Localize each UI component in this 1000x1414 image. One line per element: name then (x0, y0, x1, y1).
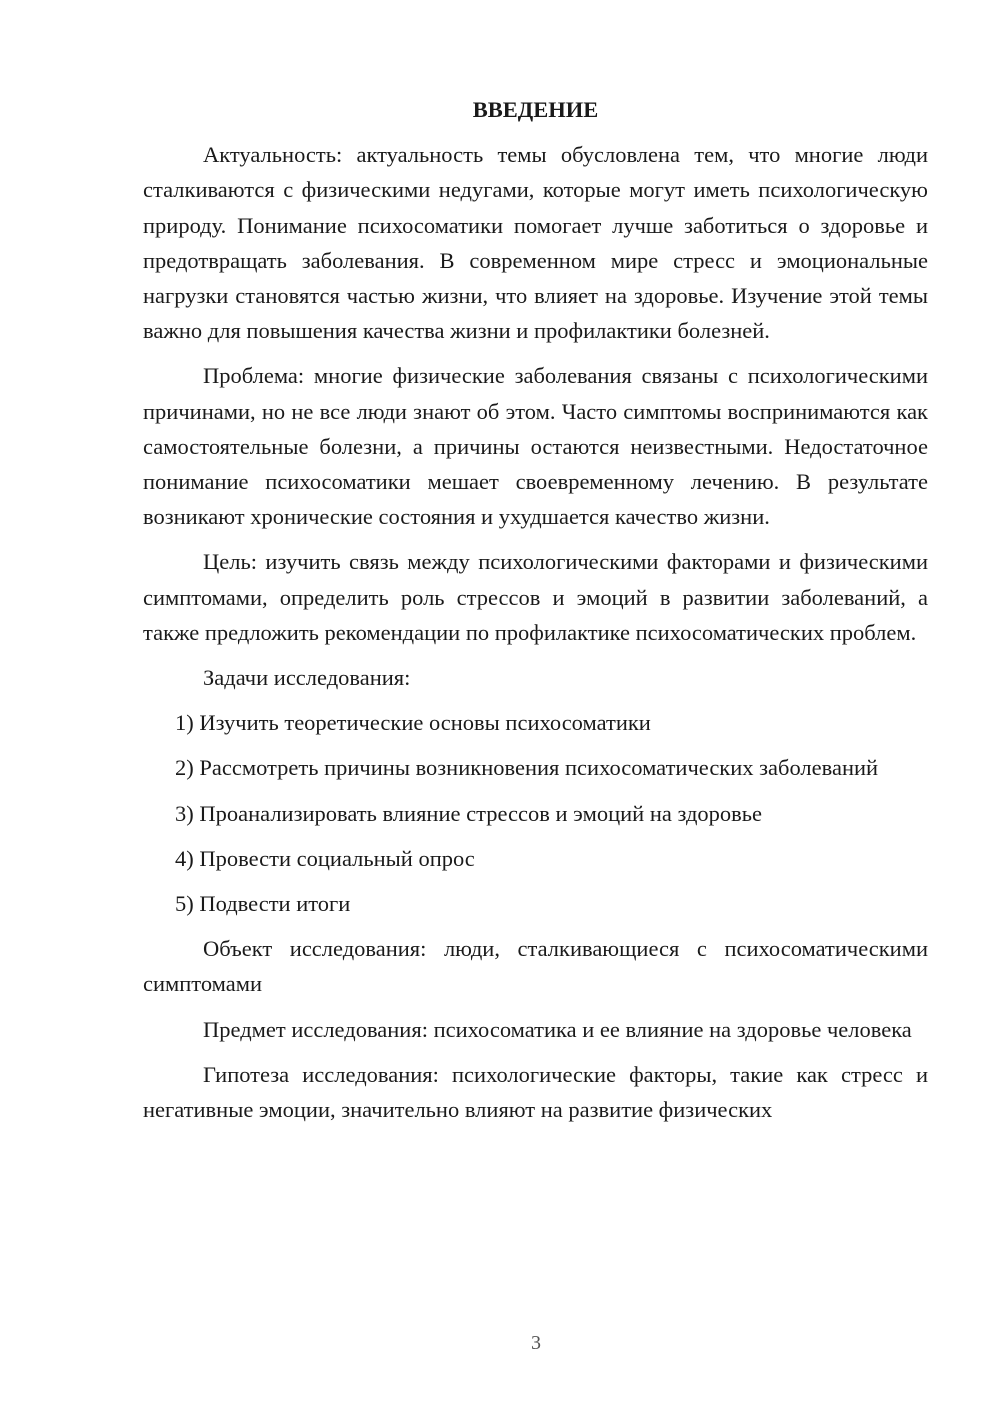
task-item-1: 1) Изучить теоретические основы психосоматики (175, 710, 651, 736)
paragraph-relevance: Актуальность: актуальность темы обусловлена тем, что многие люди сталкиваются с физическими недугами, которые могут иметь психологическую природу. Понимание психосоматики помогает лучше заботиться о здоровье и предотвращать заболевания. В современном мире стресс и эмоциональные нагрузки становятся частью жизни, что влияет на здоровье. Изучение этой темы важно для повышения качества жизни и профилактики болезней. (143, 142, 928, 344)
paragraph-problem: Проблема: многие физические заболевания связаны с психологическими причинами, но не все люди знают об этом. Часто симптомы воспринимаются как самостоятельные болезни, а причины остаются неизвестными. Недостаточное понимание психосоматики мешает своевременному лечению. В результате возникают хронические состояния и ухудшается качество жизни. (143, 363, 928, 530)
task-item-5: 5) Подвести итоги (175, 891, 351, 917)
paragraph-subject: Предмет исследования: психосоматика и ее влияние на здоровье человека (203, 1016, 912, 1042)
paragraph-object: Объект исследования: люди, сталкивающиеся с психосоматическими симптомами (143, 936, 928, 997)
paragraph-hypothesis: Гипотеза исследования: психологические факторы, такие как стресс и негативные эмоции, значительно влияют на развитие физических (143, 1061, 928, 1123)
paragraph-goal: Цель: изучить связь между психологическими факторами и физическими симптомами, определить роль стрессов и эмоций в развитии заболеваний, а также предложить рекомендации по профилактике психосоматических проблем. (143, 549, 928, 645)
task-item-2: 2) Рассмотреть причины возникновения психосоматических заболеваний (175, 755, 879, 781)
section-title: ВВЕДЕНИЕ (472, 97, 599, 122)
task-item-4: 4) Провести социальный опрос (175, 845, 475, 871)
page-content (143, 92, 928, 1137)
paragraph-tasks-heading: Задачи исследования: (203, 665, 411, 691)
task-item-3: 3) Проанализировать влияние стрессов и эмоций на здоровье (175, 800, 763, 826)
page-number: 3 (531, 1332, 541, 1354)
